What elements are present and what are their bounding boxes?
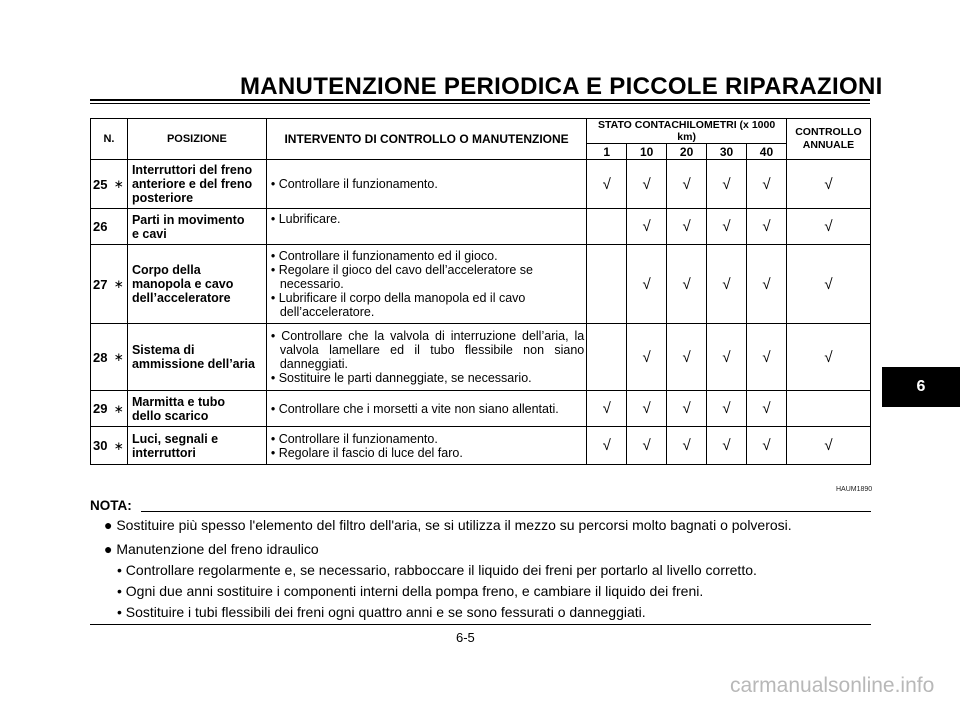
check-mark: √ — [707, 427, 747, 465]
check-mark: √ — [786, 209, 870, 245]
row-number: 26 — [91, 209, 111, 245]
position-line: Parti in movimento — [131, 212, 245, 227]
row-number: 30 — [91, 427, 111, 465]
header-km: 10 — [627, 144, 667, 160]
row-position — [127, 324, 266, 391]
page-number: 6-5 — [456, 630, 475, 645]
chapter-tab: 6 — [882, 367, 960, 407]
header-km: 30 — [707, 144, 747, 160]
intervention-item: • Lubrificare. — [270, 212, 341, 226]
check-mark: √ — [747, 245, 787, 324]
header-controllo-annuale — [786, 119, 870, 160]
row-position — [127, 209, 266, 245]
check-mark: √ — [667, 427, 707, 465]
position-line: Interruttori del freno — [131, 163, 253, 177]
check-mark: √ — [747, 391, 787, 427]
nota-rule — [141, 511, 871, 512]
check-mark: √ — [627, 391, 667, 427]
check-mark: √ — [747, 324, 787, 391]
header-posizione: POSIZIONE — [127, 119, 266, 160]
check-mark: √ — [667, 209, 707, 245]
header-km: 1 — [587, 144, 627, 160]
row-intervention — [266, 160, 586, 209]
check-mark: √ — [667, 245, 707, 324]
row-intervention — [266, 209, 586, 245]
row-intervention — [266, 427, 586, 465]
check-mark: √ — [627, 160, 667, 209]
check-mark: √ — [587, 391, 627, 427]
row-position — [127, 160, 266, 209]
row-position — [127, 391, 266, 427]
intervention-item: • Regolare il gioco del cavo dell’acceleratore se necessario. — [270, 263, 534, 291]
intervention-item: • Controllare che i morsetti a vite non siano allentati. — [270, 401, 559, 416]
table-row — [91, 245, 871, 324]
note-subitem: • Ogni due anni sostituire i componenti interni della pompa freno, e cambiare il liquido dei freni. — [117, 583, 704, 599]
check-mark: √ — [627, 209, 667, 245]
table-row — [91, 160, 871, 209]
check-mark: √ — [627, 427, 667, 465]
check-mark — [587, 209, 627, 245]
check-mark: √ — [707, 324, 747, 391]
check-mark: √ — [707, 160, 747, 209]
check-mark: √ — [707, 245, 747, 324]
title-rule — [90, 99, 870, 104]
position-line: Marmitta e tubo — [131, 394, 226, 409]
table-row — [91, 391, 871, 427]
row-intervention — [266, 391, 586, 427]
check-mark: √ — [786, 427, 870, 465]
check-mark — [587, 245, 627, 324]
note-item: ● Sostituire più spesso l'elemento del filtro dell'aria, se si utilizza il mezzo su percorsi molto bagnati o polverosi. — [104, 517, 792, 533]
position-line: ammissione dell’aria — [131, 357, 255, 371]
check-mark: √ — [747, 209, 787, 245]
note-subitem: • Controllare regolarmente e, se necessario, rabboccare il liquido dei freni per portarlo al livello corretto. — [117, 562, 757, 578]
check-mark: √ — [587, 427, 627, 465]
check-mark: √ — [627, 245, 667, 324]
check-mark — [587, 324, 627, 391]
check-mark: √ — [667, 324, 707, 391]
check-mark: √ — [667, 391, 707, 427]
check-mark: √ — [707, 391, 747, 427]
asterisk-mark: ∗ — [110, 427, 127, 465]
header-annuale: ANNUALE — [802, 139, 855, 151]
intervention-item: • Controllare che la valvola di interruzione dell’aria, la valvola lamellare ed il tubo flessibile non siano danneggiati. — [270, 329, 585, 371]
intervention-item: • Controllare il funzionamento ed il gioco. — [270, 249, 498, 263]
check-mark: √ — [707, 209, 747, 245]
table-row — [91, 209, 871, 245]
row-position — [127, 245, 266, 324]
note-subitem: • Sostituire i tubi flessibili dei freni ogni quattro anni e se sono fessurati o danneggiati. — [117, 604, 646, 620]
watermark: carmanualsonline.info — [730, 674, 935, 697]
check-mark: √ — [627, 324, 667, 391]
reference-code: HAUM1890 — [836, 486, 873, 493]
check-mark: √ — [786, 324, 870, 391]
intervention-item: • Controllare il funzionamento. — [270, 431, 438, 446]
check-mark: √ — [786, 160, 870, 209]
table-row — [91, 427, 871, 465]
asterisk-mark: ∗ — [110, 391, 127, 427]
page-title: MANUTENZIONE PERIODICA E PICCOLE RIPARAZIONI — [240, 73, 883, 100]
position-line: e cavi — [131, 226, 167, 241]
intervention-item: • Regolare il fascio di luce del faro. — [270, 445, 463, 460]
header-controllo: CONTROLLO — [795, 126, 862, 138]
row-number: 29 — [91, 391, 111, 427]
row-intervention — [266, 245, 586, 324]
position-line: anteriore e del freno — [131, 177, 253, 191]
table-row — [91, 324, 871, 391]
position-line: Corpo della — [131, 263, 201, 277]
position-line: interruttori — [131, 445, 196, 460]
check-mark: √ — [747, 427, 787, 465]
check-mark: √ — [786, 245, 870, 324]
row-number: 25 — [91, 160, 111, 209]
position-line: dell’acceleratore — [131, 291, 231, 305]
asterisk-mark: ∗ — [110, 324, 127, 391]
header-intervento: INTERVENTO DI CONTROLLO O MANUTENZIONE — [266, 119, 586, 160]
row-intervention — [266, 324, 586, 391]
row-number: 28 — [91, 324, 111, 391]
intervention-item: • Sostituire le parti danneggiate, se necessario. — [270, 371, 532, 385]
position-line: manopola e cavo — [131, 277, 234, 291]
note-item: ● Manutenzione del freno idraulico — [104, 541, 319, 557]
header-km: 20 — [667, 144, 707, 160]
header-stato: STATO CONTACHILOMETRI (x 1000 km) — [587, 119, 787, 144]
header-n: N. — [91, 119, 128, 160]
maintenance-table — [90, 118, 871, 465]
row-number: 27 — [91, 245, 111, 324]
check-mark: √ — [747, 160, 787, 209]
asterisk-mark: ∗ — [110, 245, 127, 324]
asterisk-mark: ∗ — [110, 160, 127, 209]
header-km: 40 — [747, 144, 787, 160]
position-line: Sistema di — [131, 343, 195, 357]
asterisk-mark — [110, 209, 127, 245]
check-mark — [786, 391, 870, 427]
intervention-item: • Lubrificare il corpo della manopola ed il cavo dell’acceleratore. — [270, 291, 526, 319]
bottom-rule — [90, 624, 871, 625]
position-line: dello scarico — [131, 408, 209, 423]
intervention-item: • Controllare il funzionamento. — [270, 177, 438, 191]
position-line: Luci, segnali e — [131, 431, 219, 446]
check-mark: √ — [587, 160, 627, 209]
nota-label: NOTA: — [90, 498, 132, 513]
row-position — [127, 427, 266, 465]
check-mark: √ — [667, 160, 707, 209]
position-line: posteriore — [131, 191, 194, 205]
